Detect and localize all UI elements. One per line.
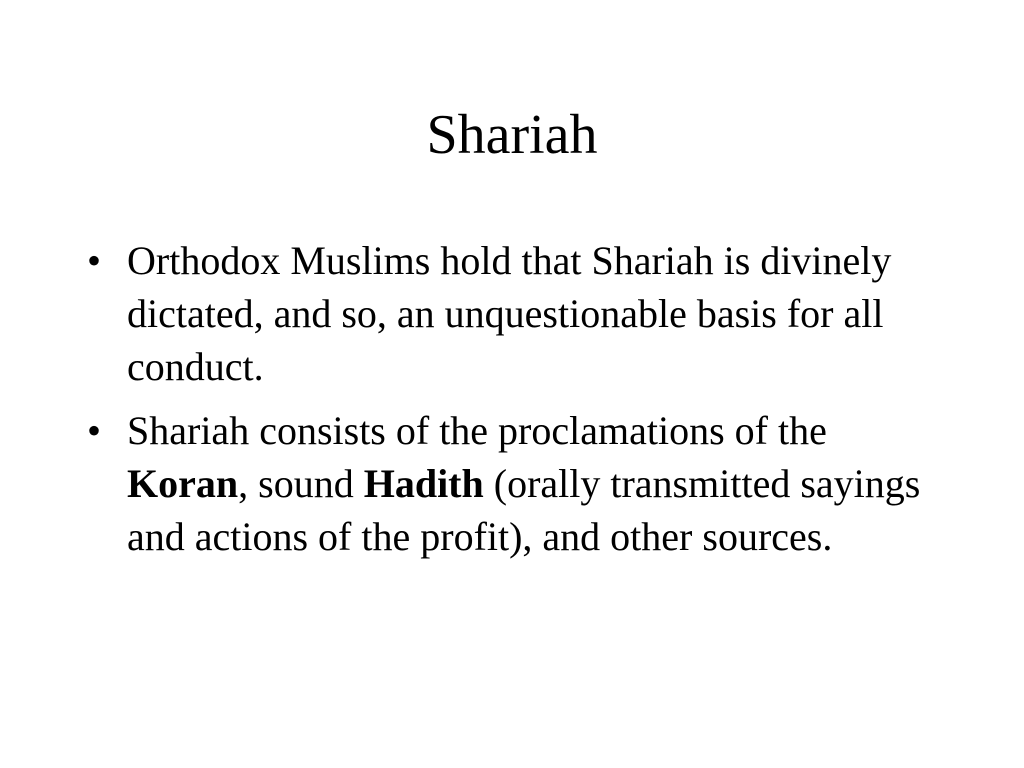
bullet-text-part: (orally transmitted sayings and actions of the profit), and other sources. [127,461,921,559]
bullet-marker: • [87,238,102,283]
bullet-item-sources [87,404,947,563]
bullet-marker: • [87,408,102,453]
bullet-item-orthodox [87,234,947,393]
bullet-text-part: Shariah consists of the proclamations of the [127,408,827,453]
bullet-text: Orthodox Muslims hold that Shariah is divinely dictated, and so, an unquestionable basis for all conduct. [127,238,892,389]
slide-title: Shariah [426,104,598,166]
bullet-text [127,408,920,559]
bold-term-koran: Koran [127,461,239,506]
bullet-text-part: , sound [238,461,364,506]
bold-term-hadith: Hadith [363,461,484,506]
bullet-list [87,234,947,574]
